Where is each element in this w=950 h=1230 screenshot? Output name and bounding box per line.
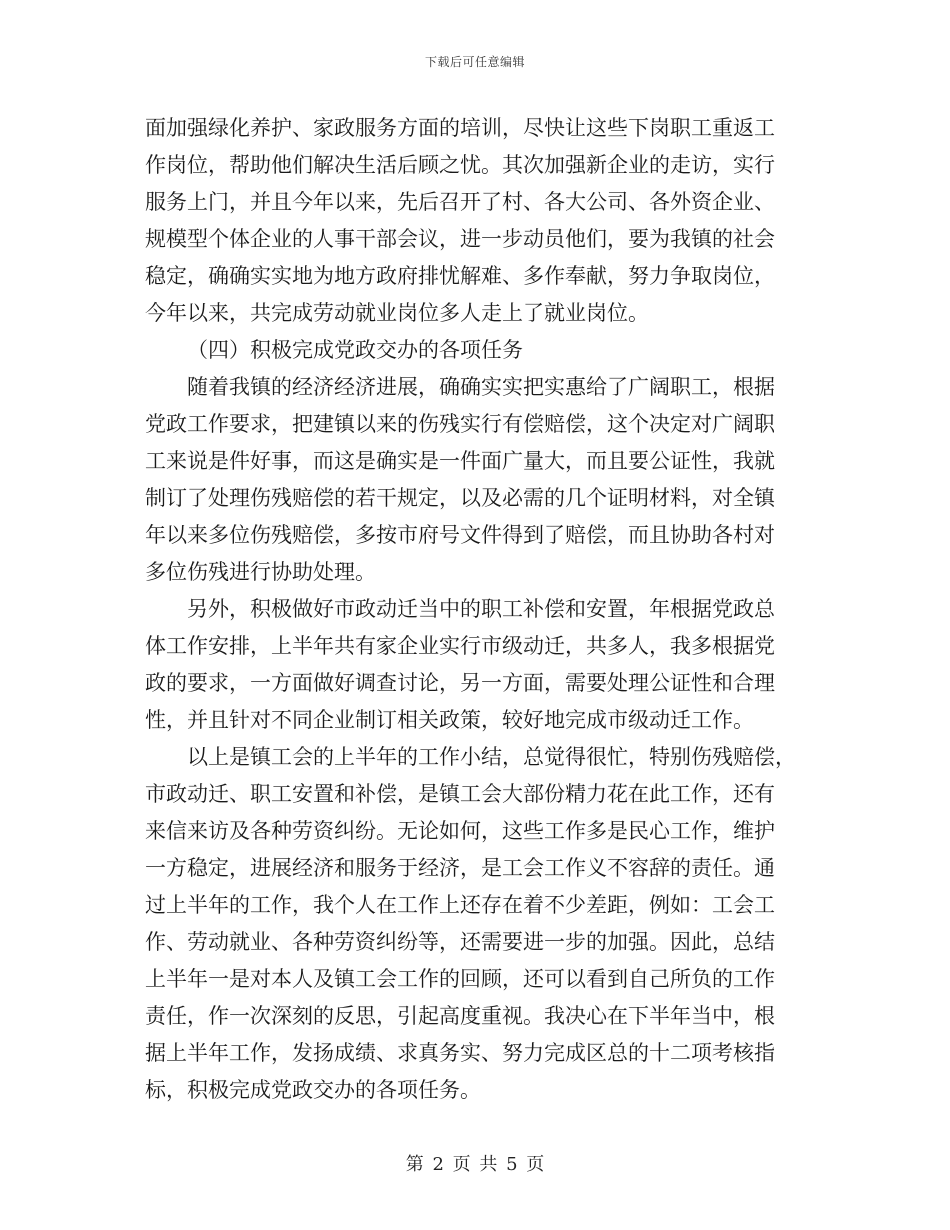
- body-line: 作、劳动就业、各种劳资纠纷等，还需要进一步的加强。因此，总结: [145, 930, 775, 954]
- body-line: 上半年一是对本人及镇工会工作的回顾，还可以看到自己所负的工作: [145, 967, 775, 991]
- body-line: 政的要求，一方面做好调查讨论，另一方面，需要处理公证性和合理: [145, 671, 775, 695]
- body-line: 过上半年的工作，我个人在工作上还存在着不少差距，例如：工会工: [145, 893, 775, 917]
- body-line: 性，并且针对不同企业制订相关政策，较好地完成市级动迁工作。: [145, 708, 754, 732]
- body-line: 服务上门，并且今年以来，先后召开了村、各大公司、各外资企业、: [145, 190, 775, 214]
- body-line: 面加强绿化养护、家政服务方面的培训，尽快让这些下岗职工重返工: [145, 116, 775, 140]
- body-line: 年以来多位伤残赔偿，多按市府号文件得到了赔偿，而且协助各村对: [145, 523, 775, 547]
- document-body: [145, 110, 815, 1109]
- body-line: 一方稳定，进展经济和服务于经济，是工会工作义不容辞的责任。通: [145, 856, 775, 880]
- body-line: 稳定，确确实实地为地方政府排忧解难、多作奉献，努力争取岗位，: [145, 264, 775, 288]
- body-line: 据上半年工作，发扬成绩、求真务实、努力完成区总的十二项考核指: [145, 1041, 775, 1065]
- body-line: 责任，作一次深刻的反思，引起高度重视。我决心在下半年当中，根: [145, 1004, 775, 1028]
- body-line: 今年以来，共完成劳动就业岗位多人走上了就业岗位。: [145, 301, 649, 325]
- body-line: 制订了处理伤残赔偿的若干规定，以及必需的几个证明材料，对全镇: [145, 486, 775, 510]
- body-line: 来信来访及各种劳资纠纷。无论如何，这些工作多是民心工作，维护: [145, 819, 775, 843]
- body-line: 规模型个体企业的人事干部会议，进一步动员他们，要为我镇的社会: [145, 227, 775, 251]
- body-line: 随着我镇的经济经济进展，确确实实把实惠给了广阔职工，根据: [187, 375, 775, 399]
- body-line: 体工作安排，上半年共有家企业实行市级动迁，共多人，我多根据党: [145, 634, 775, 658]
- body-line: 市政动迁、职工安置和补偿，是镇工会大部份精力花在此工作，还有: [145, 782, 775, 806]
- body-line: 另外，积极做好市政动迁当中的职工补偿和安置，年根据党政总: [187, 597, 775, 621]
- page-number-footer: 第 2 页 共 5 页: [405, 1154, 545, 1175]
- section-heading: （四）积极完成党政交办的各项任务: [187, 338, 523, 362]
- body-line: 标，积极完成党政交办的各项任务。: [145, 1078, 481, 1102]
- body-line: 以上是镇工会的上半年的工作小结，总觉得很忙，特别伤残赔偿，: [187, 745, 796, 769]
- body-line: 作岗位，帮助他们解决生活后顾之忧。其次加强新企业的走访，实行: [145, 153, 775, 177]
- page-header: 下载后可任意编辑: [424, 55, 525, 69]
- body-line: 工来说是件好事，而这是确实是一件面广量大，而且要公证性，我就: [145, 449, 775, 473]
- body-line: 多位伤残进行协助处理。: [145, 560, 376, 584]
- body-line: 党政工作要求，把建镇以来的伤残实行有偿赔偿，这个决定对广阔职: [145, 412, 775, 436]
